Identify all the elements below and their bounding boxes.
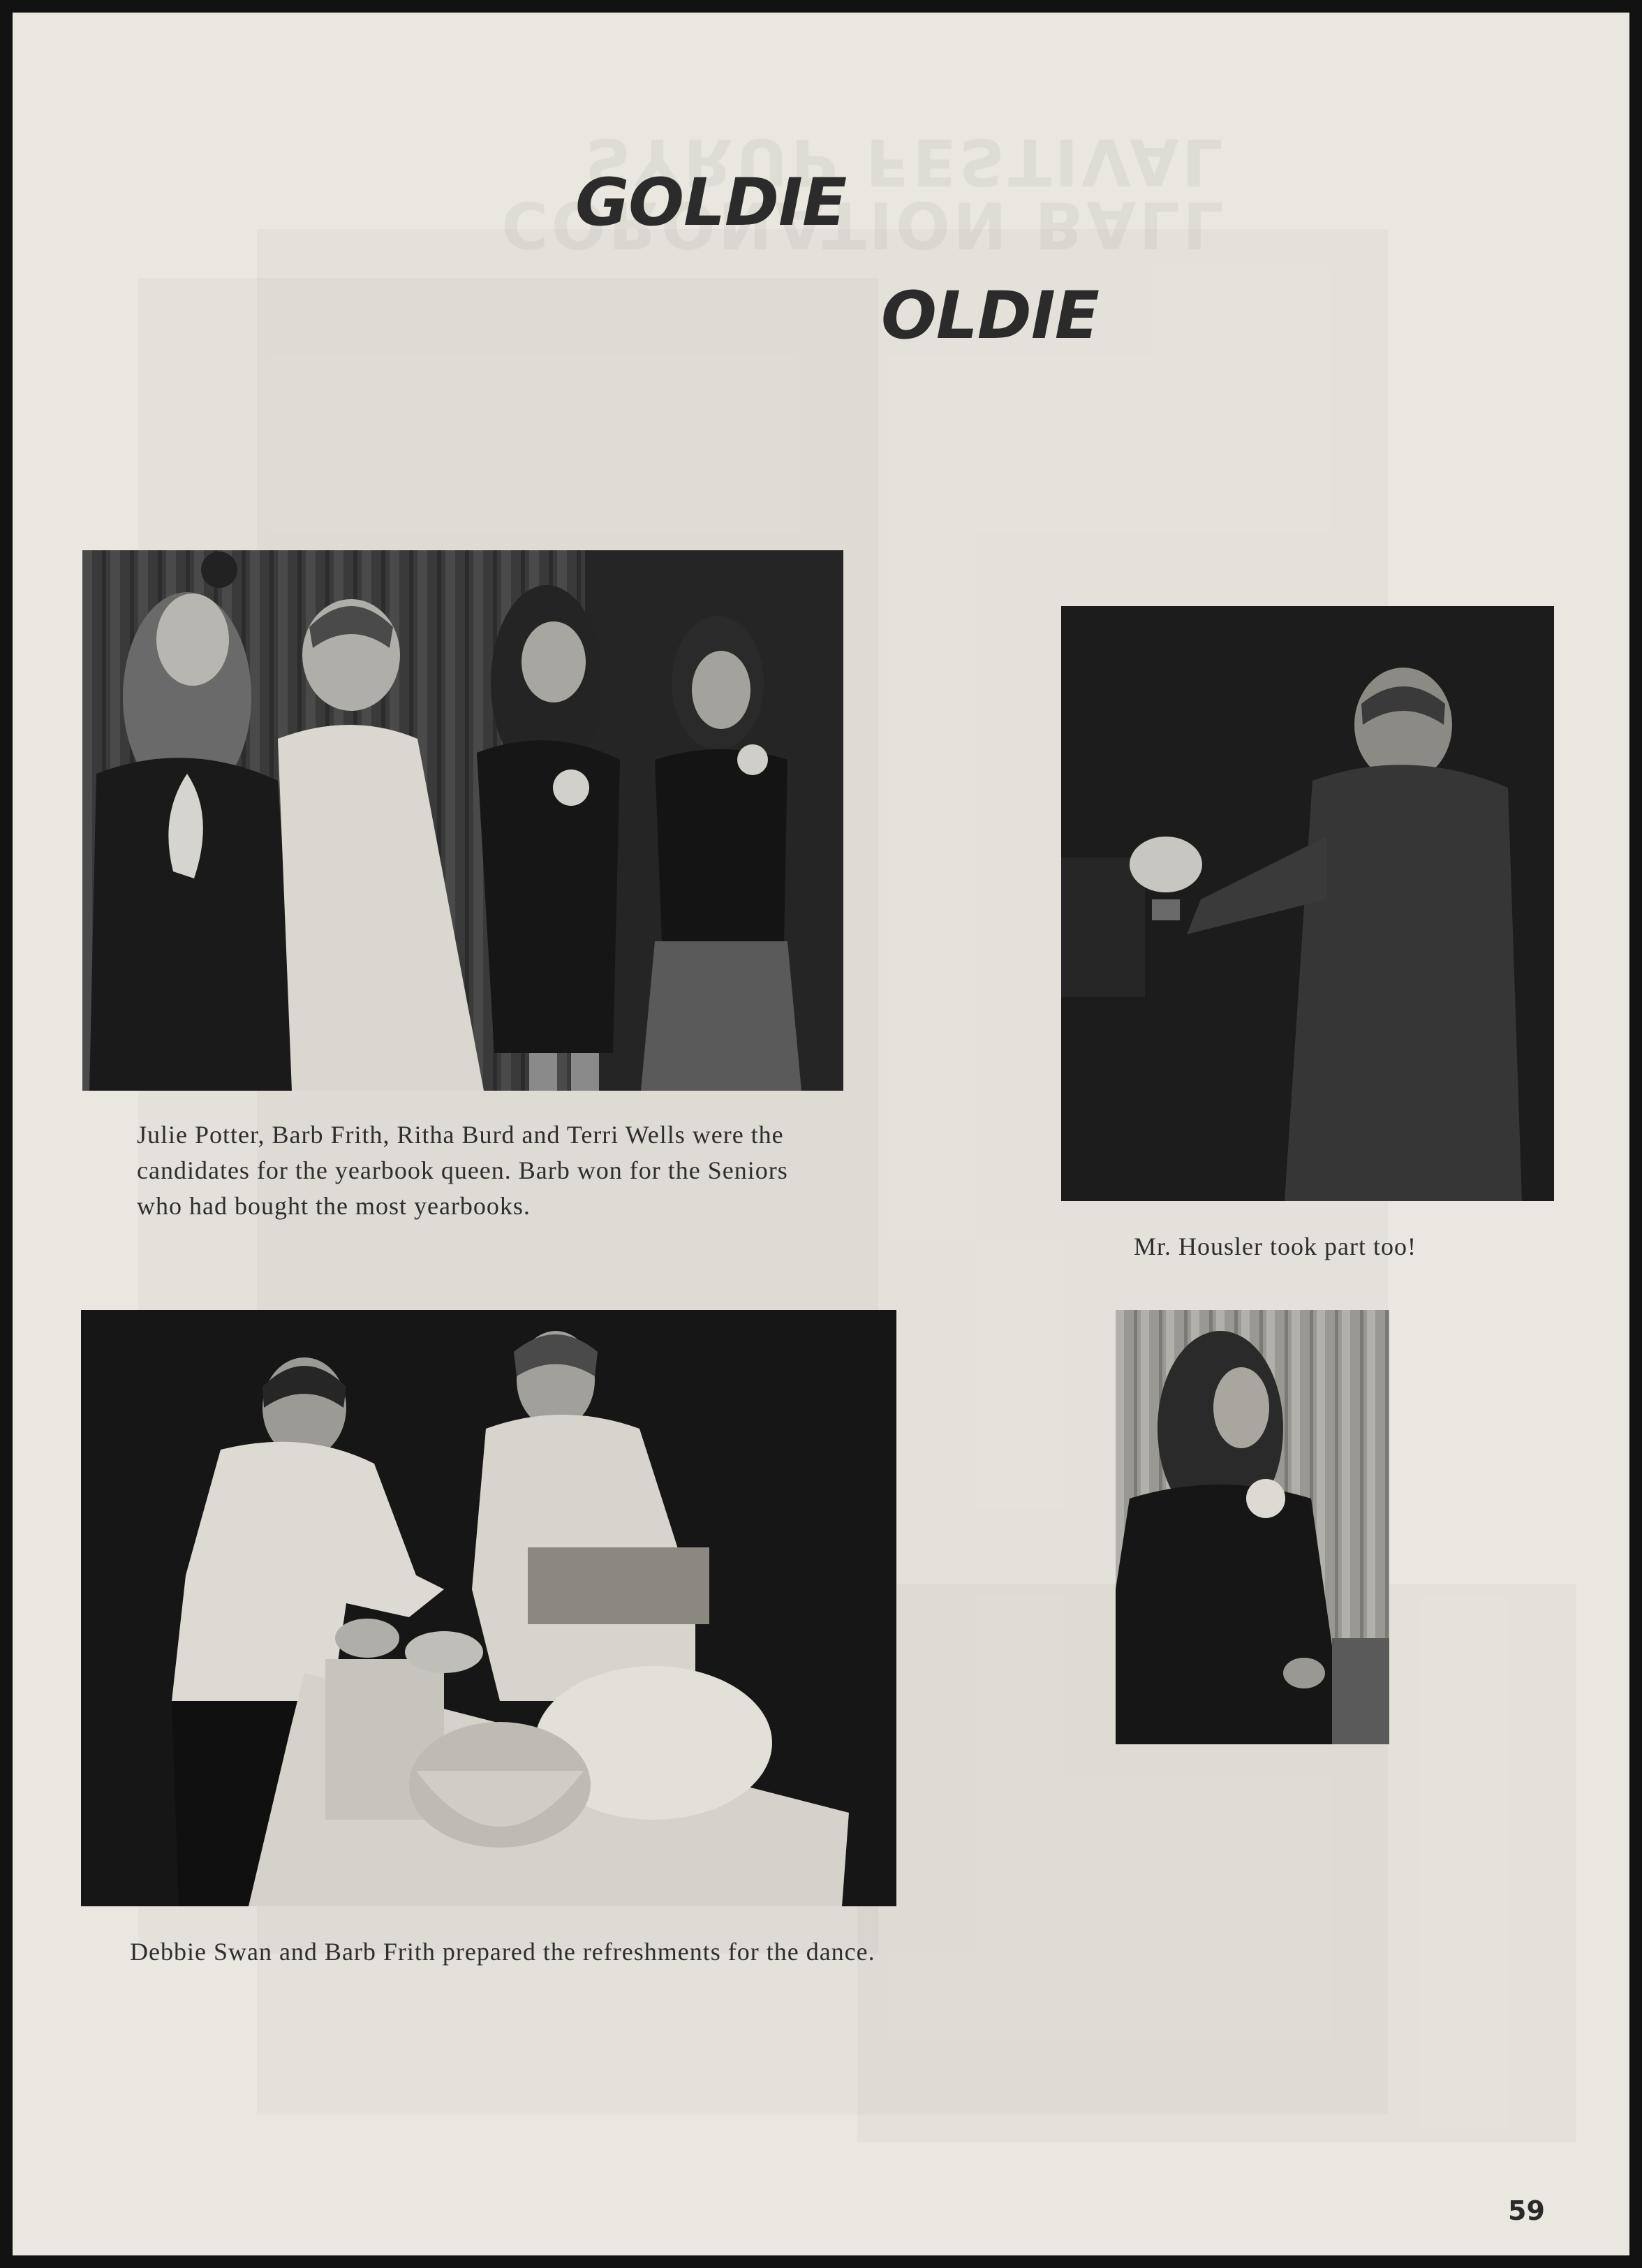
refreshments-photo — [81, 1310, 896, 1906]
candidates-caption: Julie Potter, Barb Frith, Ritha Burd and Terri Wells were the candidates for the yearbook queen. Barb won for the Seniors who had bought the most yearbooks. — [137, 1121, 788, 1220]
page-number: 59 — [1508, 2195, 1545, 2226]
housler-photo — [1061, 606, 1554, 1201]
page-title-line-1: GOLDIE — [575, 165, 847, 241]
yearbook-page — [13, 13, 1629, 2255]
candidates-photo-image — [82, 550, 843, 1091]
candidates-photo — [82, 550, 843, 1091]
page-title-line-2: OLDIE — [881, 278, 1100, 354]
housler-photo-image — [1061, 606, 1554, 1201]
refreshments-caption: Debbie Swan and Barb Frith prepared the refreshments for the dance. — [130, 1938, 875, 1966]
corsage-photo-image — [1116, 1310, 1389, 1744]
housler-caption: Mr. Housler took part too! — [1134, 1232, 1417, 1260]
refreshments-photo-image — [81, 1310, 896, 1906]
corsage-photo — [1116, 1310, 1389, 1744]
